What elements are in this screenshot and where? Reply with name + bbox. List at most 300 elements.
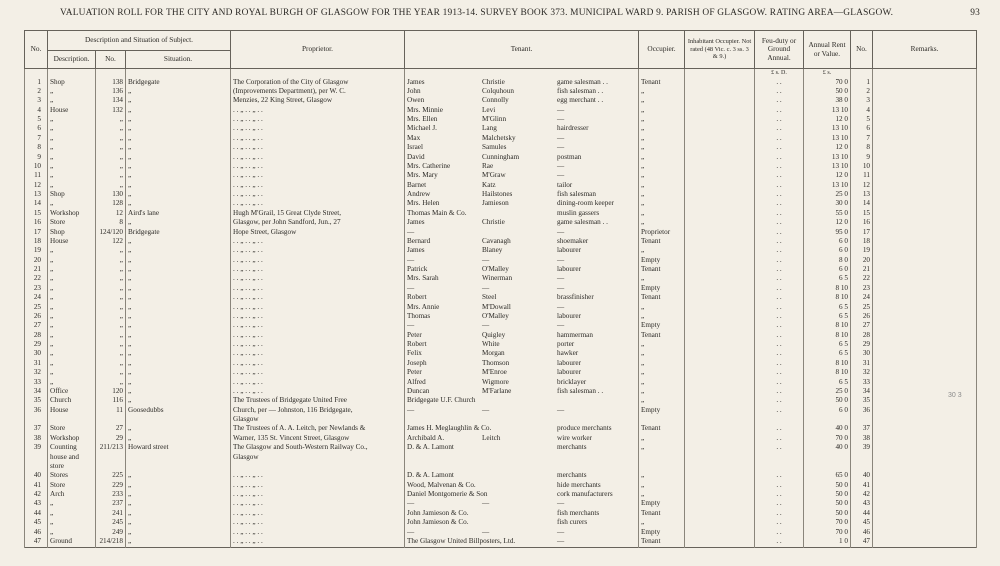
tenant-cell: [405, 349, 639, 358]
remarks-cell: [873, 499, 977, 508]
remarks-cell: [873, 106, 977, 115]
occupier-cell: [639, 415, 685, 424]
col-annual-rent-header: Annual Rent or Value.: [804, 31, 851, 69]
tenant-cell: [405, 162, 639, 171]
feu-duty-cell: . .: [755, 518, 804, 527]
entry-number-right: 24: [851, 293, 873, 302]
description-cell: „: [48, 509, 96, 518]
tenant-surname: Malchetsky: [482, 133, 516, 142]
annual-rent-cell: 13 10: [804, 134, 851, 143]
street-number-cell: 237: [96, 499, 126, 508]
entry-number-right: 44: [851, 509, 873, 518]
col-occupier-header: Occupier.: [639, 31, 685, 69]
tenant-occupation: game salesman . .: [557, 77, 608, 86]
description-cell: „: [48, 153, 96, 162]
tenant-occupation: game salesman . .: [557, 218, 608, 227]
entry-number: 24: [25, 293, 48, 302]
tenant-surname: Jamieson: [482, 199, 509, 208]
street-number-cell: 225: [96, 471, 126, 480]
tenant-surname: Christie: [482, 77, 505, 86]
remarks-cell: [873, 134, 977, 143]
tenant-cell: [405, 490, 639, 499]
tenant-occupation: —: [557, 274, 565, 283]
tenant-first-name: —: [407, 405, 415, 414]
description-cell: „: [48, 87, 96, 96]
occupier-cell: „: [639, 481, 685, 490]
tenant-cell: [405, 481, 639, 490]
entry-number-right: 2: [851, 87, 873, 96]
street-number-cell: „: [96, 368, 126, 377]
tenant-first-name: —: [407, 527, 415, 536]
remarks-cell: [873, 537, 977, 548]
annual-rent-cell: 8 10: [804, 359, 851, 368]
table-row: [25, 228, 977, 237]
table-row: [25, 115, 977, 124]
situation-cell: „: [126, 321, 231, 330]
entry-number-right: 5: [851, 115, 873, 124]
proprietor-cell: . . „ . . „ . .: [231, 387, 405, 396]
proprietor-cell: . . „ . . „ . .: [231, 509, 405, 518]
table-row: [25, 199, 977, 208]
tenant-first-name: Robert: [407, 293, 427, 302]
annual-rent-cell: 12 0: [804, 115, 851, 124]
occupier-cell: „: [639, 471, 685, 480]
tenant-cell: [405, 143, 639, 152]
annual-rent-cell: 30 0: [804, 199, 851, 208]
entry-number: 22: [25, 274, 48, 283]
inhabitant-cell: [685, 134, 755, 143]
feu-duty-cell: [755, 462, 804, 471]
tenant-occupation: fish salesman . .: [557, 86, 604, 95]
remarks-cell: [873, 424, 977, 433]
table-row: [25, 378, 977, 387]
tenant-first-name: —: [407, 499, 415, 508]
tenant-occupation: fish curers: [557, 518, 588, 527]
entry-number: 32: [25, 368, 48, 377]
proprietor-cell: . . „ . . „ . .: [231, 162, 405, 171]
tenant-occupation: tailor: [557, 180, 573, 189]
table-row: [25, 162, 977, 171]
tenant-cell: [405, 406, 639, 415]
annual-rent-cell: 6 5: [804, 349, 851, 358]
tenant-cell: [405, 190, 639, 199]
tenant-surname: Steel: [482, 293, 497, 302]
feu-duty-cell: . .: [755, 378, 804, 387]
entry-number-right: [851, 462, 873, 471]
table-row: [25, 153, 977, 162]
tenant-occupation: —: [557, 527, 565, 536]
entry-number: 11: [25, 171, 48, 180]
table-row: [25, 471, 977, 480]
table-row: [25, 96, 977, 105]
feu-units: £ s. D.: [755, 69, 804, 78]
tenant-surname: Cunningham: [482, 152, 520, 161]
tenant-occupation: labourer: [557, 368, 581, 377]
feu-duty-cell: . .: [755, 209, 804, 218]
inhabitant-cell: [685, 434, 755, 443]
feu-duty-cell: . .: [755, 199, 804, 208]
table-row: [25, 87, 977, 96]
table-row: [25, 424, 977, 433]
annual-rent-cell: 13 10: [804, 162, 851, 171]
inhabitant-cell: [685, 87, 755, 96]
situation-cell: „: [126, 134, 231, 143]
street-number-cell: 211/213: [96, 443, 126, 452]
description-cell: „: [48, 293, 96, 302]
entry-number: 43: [25, 499, 48, 508]
inhabitant-cell: [685, 359, 755, 368]
annual-rent-cell: 13 10: [804, 106, 851, 115]
annual-rent-cell: 65 0: [804, 471, 851, 480]
inhabitant-cell: [685, 481, 755, 490]
table-row: [25, 499, 977, 508]
tenant-surname: M'Farlane: [482, 386, 512, 395]
entry-number-right: 3: [851, 96, 873, 105]
entry-number-right: 47: [851, 537, 873, 548]
street-number-cell: „: [96, 349, 126, 358]
remarks-cell: [873, 143, 977, 152]
occupier-cell: „: [639, 171, 685, 180]
tenant-first-name: Robert: [407, 340, 427, 349]
tenant-occupation: brassfinisher: [557, 293, 594, 302]
entry-number: 6: [25, 124, 48, 133]
proprietor-cell: . . „ . . „ . .: [231, 284, 405, 293]
entry-number: 47: [25, 537, 48, 548]
situation-cell: „: [126, 106, 231, 115]
entry-number-right: 40: [851, 471, 873, 480]
feu-duty-cell: . .: [755, 303, 804, 312]
tenant-first-name: D. & A. Lamont: [407, 471, 454, 480]
proprietor-cell: . . „ . . „ . .: [231, 199, 405, 208]
entry-number: 12: [25, 181, 48, 190]
feu-duty-cell: . .: [755, 349, 804, 358]
remarks-cell: [873, 490, 977, 499]
annual-rent-cell: 70 0: [804, 528, 851, 537]
tenant-first-name: Patrick: [407, 265, 428, 274]
remarks-cell: [873, 209, 977, 218]
entry-number: 42: [25, 490, 48, 499]
table-row: [25, 303, 977, 312]
table-row: [25, 134, 977, 143]
situation-cell: „: [126, 509, 231, 518]
occupier-cell: „: [639, 115, 685, 124]
street-number-cell: „: [96, 274, 126, 283]
tenant-cell: [405, 331, 639, 340]
street-number-cell: 134: [96, 96, 126, 105]
tenant-first-name: Michael J.: [407, 124, 437, 133]
inhabitant-cell: [685, 274, 755, 283]
situation-cell: Aird's lane: [126, 209, 231, 218]
tenant-surname: Hailstones: [482, 190, 513, 199]
inhabitant-cell: [685, 509, 755, 518]
table-row: [25, 78, 977, 87]
street-number-cell: 120: [96, 387, 126, 396]
tenant-surname: Levi: [482, 105, 496, 114]
tenant-occupation: merchants: [557, 443, 587, 452]
description-cell: Store: [48, 218, 96, 227]
inhabitant-cell: [685, 228, 755, 237]
annual-rent-cell: [804, 453, 851, 462]
entry-number-right: 18: [851, 237, 873, 246]
tenant-occupation: fish merchants: [557, 508, 600, 517]
table-row: [25, 453, 977, 462]
table-row: [25, 509, 977, 518]
tenant-surname: Colquhoun: [482, 86, 514, 95]
tenant-cell: [405, 396, 639, 405]
remarks-cell: [873, 246, 977, 255]
street-number-cell: 241: [96, 509, 126, 518]
tenant-surname: —: [482, 499, 490, 508]
tenant-occupation: hairdresser: [557, 124, 589, 133]
col-feu-duty-header: Feu-duty or Ground Annual.: [755, 31, 804, 69]
description-cell: Shop: [48, 228, 96, 237]
occupier-cell: „: [639, 190, 685, 199]
remarks-cell: [873, 265, 977, 274]
situation-cell: „: [126, 199, 231, 208]
entry-number: 29: [25, 340, 48, 349]
situation-cell: „: [126, 387, 231, 396]
rent-units: £ s.: [804, 69, 851, 78]
inhabitant-cell: [685, 246, 755, 255]
col-remarks-header: Remarks.: [873, 31, 977, 69]
description-cell: Church: [48, 396, 96, 405]
inhabitant-cell: [685, 96, 755, 105]
inhabitant-cell: [685, 378, 755, 387]
proprietor-cell: . . „ . . „ . .: [231, 256, 405, 265]
tenant-first-name: Mrs. Ellen: [407, 115, 438, 124]
tenant-first-name: Wood, Malvenan & Co.: [407, 480, 476, 489]
tenant-first-name: Alfred: [407, 377, 426, 386]
tenant-first-name: Daniel Montgomerie & Son: [407, 490, 488, 499]
proprietor-cell: Hugh M'Grail, 15 Great Clyde Street,: [231, 209, 405, 218]
col-description-group-header: Description and Situation of Subject.: [48, 31, 231, 51]
tenant-first-name: Mrs. Minnie: [407, 105, 443, 114]
tenant-surname: Leitch: [482, 433, 501, 442]
tenant-occupation: —: [557, 283, 565, 292]
inhabitant-cell: [685, 499, 755, 508]
inhabitant-cell: [685, 218, 755, 227]
tenant-surname: Lang: [482, 124, 497, 133]
tenant-cell: [405, 246, 639, 255]
table-row: [25, 518, 977, 527]
annual-rent-cell: 50 0: [804, 396, 851, 405]
description-cell: „: [48, 321, 96, 330]
remarks-cell: [873, 124, 977, 133]
annual-rent-cell: 6 5: [804, 378, 851, 387]
tenant-cell: [405, 115, 639, 124]
situation-cell: „: [126, 115, 231, 124]
remarks-cell: [873, 481, 977, 490]
entry-number: 39: [25, 443, 48, 452]
annual-rent-cell: 12 0: [804, 171, 851, 180]
entry-number-right: 9: [851, 153, 873, 162]
tenant-occupation: fish salesman . .: [557, 386, 604, 395]
tenant-first-name: Peter: [407, 368, 422, 377]
tenant-first-name: Mrs. Mary: [407, 171, 438, 180]
annual-rent-cell: 70 0: [804, 434, 851, 443]
table-row: [25, 293, 977, 302]
annual-rent-cell: 50 0: [804, 509, 851, 518]
entry-number-right: 46: [851, 528, 873, 537]
feu-duty-cell: . .: [755, 406, 804, 415]
table-row: [25, 274, 977, 283]
tenant-cell: [405, 228, 639, 237]
annual-rent-cell: [804, 415, 851, 424]
street-number-cell: „: [96, 124, 126, 133]
entry-number-right: 38: [851, 434, 873, 443]
occupier-cell: „: [639, 181, 685, 190]
feu-duty-cell: . .: [755, 106, 804, 115]
occupier-cell: „: [639, 387, 685, 396]
inhabitant-cell: [685, 453, 755, 462]
tenant-cell: [405, 471, 639, 480]
occupier-cell: Empty: [639, 406, 685, 415]
feu-duty-cell: . .: [755, 218, 804, 227]
situation-cell: [126, 462, 231, 471]
entry-number: 44: [25, 509, 48, 518]
feu-duty-cell: . .: [755, 293, 804, 302]
inhabitant-cell: [685, 415, 755, 424]
feu-duty-cell: . .: [755, 481, 804, 490]
occupier-cell: Tenant: [639, 509, 685, 518]
table-row: [25, 528, 977, 537]
description-cell: Arch: [48, 490, 96, 499]
tenant-occupation: merchants: [557, 471, 587, 480]
tenant-first-name: Thomas Main & Co.: [407, 208, 467, 217]
description-cell: Workshop: [48, 434, 96, 443]
street-number-cell: 136: [96, 87, 126, 96]
situation-cell: „: [126, 143, 231, 152]
street-number-cell: 12: [96, 209, 126, 218]
occupier-cell: „: [639, 162, 685, 171]
entry-number: 27: [25, 321, 48, 330]
entry-number-right: 17: [851, 228, 873, 237]
tenant-first-name: —: [407, 227, 415, 236]
entry-number-right: 4: [851, 106, 873, 115]
situation-cell: Bridgegate: [126, 78, 231, 87]
description-cell: „: [48, 378, 96, 387]
proprietor-cell: . . „ . . „ . .: [231, 115, 405, 124]
tenant-occupation: —: [557, 143, 565, 152]
annual-rent-cell: 55 0: [804, 209, 851, 218]
occupier-cell: „: [639, 518, 685, 527]
description-cell: „: [48, 284, 96, 293]
street-number-cell: 214/218: [96, 537, 126, 548]
inhabitant-cell: [685, 340, 755, 349]
feu-duty-cell: . .: [755, 181, 804, 190]
tenant-cell: [405, 209, 639, 218]
table-row: [25, 143, 977, 152]
inhabitant-cell: [685, 443, 755, 452]
occupier-cell: „: [639, 106, 685, 115]
inhabitant-cell: [685, 490, 755, 499]
description-cell: „: [48, 331, 96, 340]
remarks-cell: [873, 218, 977, 227]
description-cell: „: [48, 181, 96, 190]
situation-cell: „: [126, 499, 231, 508]
tenant-surname: Winerman: [482, 274, 513, 283]
entry-number-right: 14: [851, 199, 873, 208]
tenant-cell: [405, 106, 639, 115]
description-cell: „: [48, 171, 96, 180]
table-row: [25, 171, 977, 180]
page-title: VALUATION ROLL FOR THE CITY AND ROYAL BURGH OF GLASGOW FOR THE YEAR 1913-14. SURVEY BOOK 373. MUNICIPAL WARD 9. PARISH OF GLASGOW. RATING AREA—GLASGOW.: [60, 8, 894, 18]
situation-cell: Howard street: [126, 443, 231, 452]
street-number-cell: 27: [96, 424, 126, 433]
remarks-cell: [873, 303, 977, 312]
proprietor-cell: Glasgow: [231, 453, 405, 462]
remarks-cell: [873, 453, 977, 462]
col-street-no-header: No.: [96, 51, 126, 69]
entry-number-right: 21: [851, 265, 873, 274]
street-number-cell: „: [96, 265, 126, 274]
remarks-cell: [873, 349, 977, 358]
tenant-cell: [405, 87, 639, 96]
tenant-cell: [405, 443, 639, 452]
table-row: [25, 312, 977, 321]
occupier-cell: Empty: [639, 528, 685, 537]
annual-rent-cell: 12 0: [804, 218, 851, 227]
entry-number: 34: [25, 387, 48, 396]
situation-cell: „: [126, 378, 231, 387]
inhabitant-cell: [685, 256, 755, 265]
situation-cell: „: [126, 218, 231, 227]
street-number-cell: 233: [96, 490, 126, 499]
tenant-occupation: —: [557, 171, 565, 180]
annual-rent-cell: 12 0: [804, 143, 851, 152]
tenant-surname: M'Glinn: [482, 115, 507, 124]
entry-number-right: 35: [851, 396, 873, 405]
occupier-cell: „: [639, 340, 685, 349]
feu-duty-cell: . .: [755, 115, 804, 124]
table-row: [25, 443, 977, 452]
situation-cell: „: [126, 349, 231, 358]
inhabitant-cell: [685, 321, 755, 330]
occupier-cell: Tenant: [639, 265, 685, 274]
street-number-cell: 132: [96, 106, 126, 115]
tenant-occupation: hide merchants: [557, 480, 601, 489]
tenant-first-name: Peter: [407, 330, 422, 339]
situation-cell: „: [126, 181, 231, 190]
annual-rent-cell: 25 0: [804, 387, 851, 396]
description-cell: „: [48, 256, 96, 265]
annual-rent-cell: 6 5: [804, 312, 851, 321]
situation-cell: „: [126, 331, 231, 340]
entry-number-right: 27: [851, 321, 873, 330]
inhabitant-cell: [685, 190, 755, 199]
situation-cell: „: [126, 153, 231, 162]
street-number-cell: 122: [96, 237, 126, 246]
tenant-cell: [405, 274, 639, 283]
inhabitant-cell: [685, 143, 755, 152]
entry-number: 38: [25, 434, 48, 443]
entry-number-right: [851, 453, 873, 462]
annual-rent-cell: 38 0: [804, 96, 851, 105]
remarks-cell: [873, 415, 977, 424]
description-cell: Workshop: [48, 209, 96, 218]
tenant-surname: M'Dowall: [482, 302, 511, 311]
tenant-first-name: Bridgegate U.F. Church: [407, 396, 476, 405]
tenant-occupation: labourer: [557, 246, 581, 255]
col-proprietor-header: Proprietor.: [231, 31, 405, 69]
inhabitant-cell: [685, 265, 755, 274]
remarks-cell: [873, 368, 977, 377]
tenant-cell: [405, 368, 639, 377]
description-cell: „: [48, 368, 96, 377]
tenant-first-name: Andrew: [407, 190, 431, 199]
proprietor-cell: Church, per — Johnston, 116 Bridgegate,: [231, 406, 405, 415]
tenant-occupation: shoemaker: [557, 236, 589, 245]
